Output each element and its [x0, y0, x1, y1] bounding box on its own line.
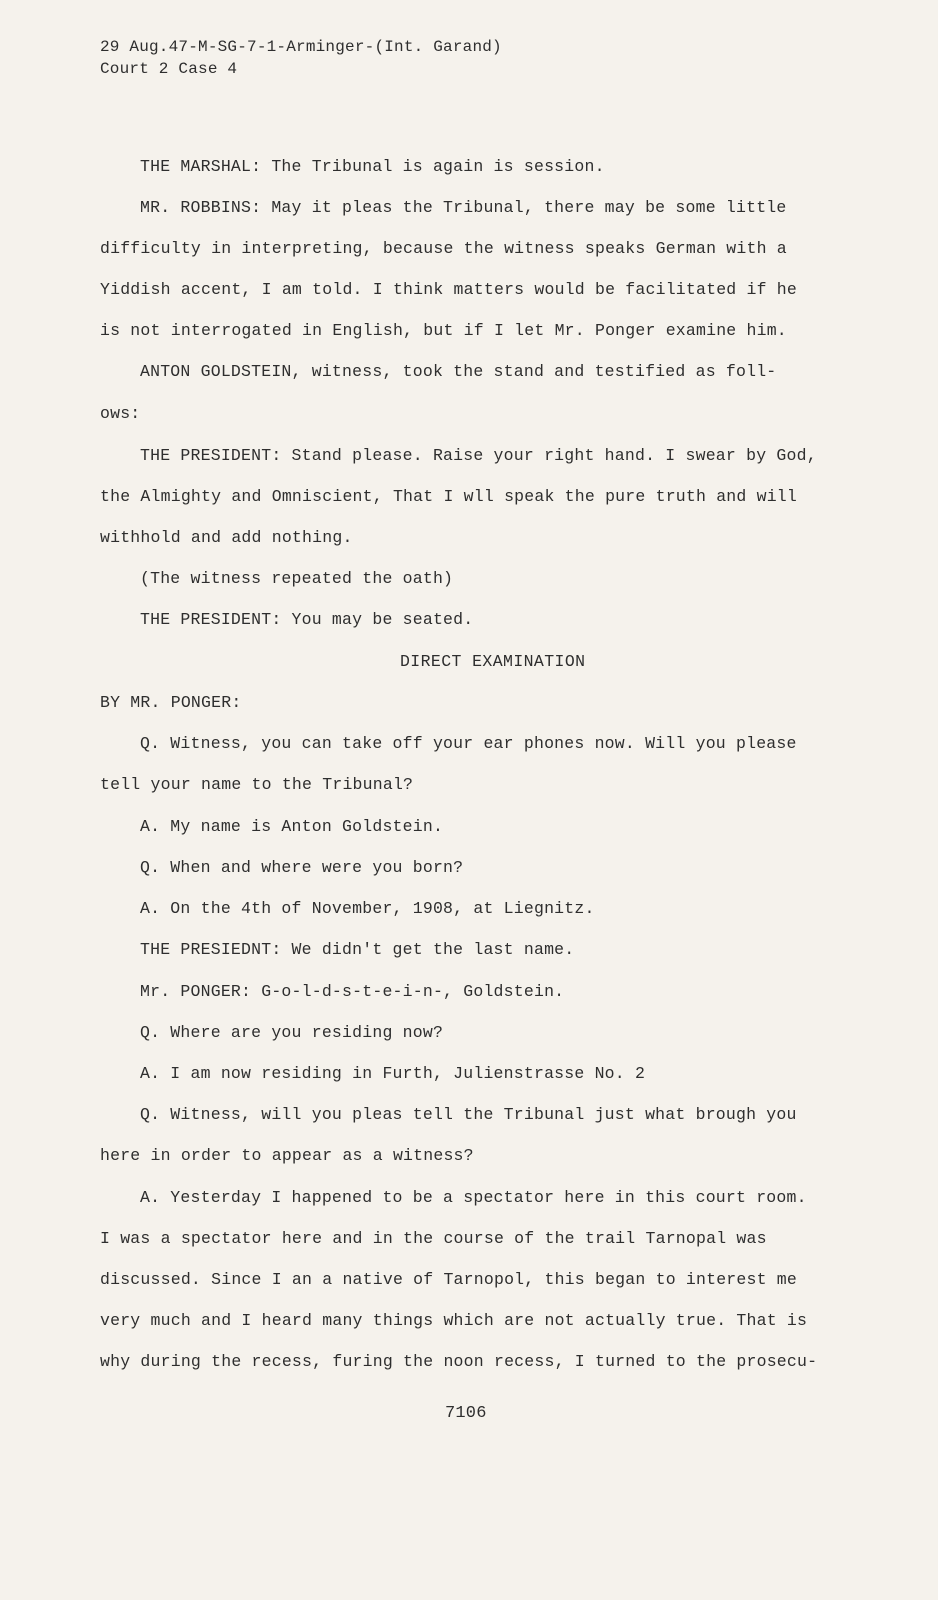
text-line: A. Yesterday I happened to be a spectator here in this court room. [140, 1188, 807, 1207]
text-line: THE PRESIEDNT: We didn't get the last name. [140, 940, 575, 959]
header-line-2: Court 2 Case 4 [100, 60, 238, 78]
text-line: difficulty in interpreting, because the witness speaks German with a [100, 239, 787, 258]
page-number: 7106 [445, 1404, 487, 1423]
text-line: withhold and add nothing. [100, 528, 353, 547]
text-line: A. On the 4th of November, 1908, at Liegnitz. [140, 899, 595, 918]
text-line: Q. When and where were you born? [140, 858, 464, 877]
text-line: ANTON GOLDSTEIN, witness, took the stand and testified as foll- [140, 362, 777, 381]
section-heading: DIRECT EXAMINATION [400, 652, 586, 671]
text-line: THE PRESIDENT: Stand please. Raise your right hand. I swear by God, [140, 446, 817, 465]
text-line: here in order to appear as a witness? [100, 1146, 474, 1165]
text-line: BY MR. PONGER: [100, 693, 242, 712]
text-line: Q. Where are you residing now? [140, 1023, 444, 1042]
text-line: very much and I heard many things which are not actually true. That is [100, 1311, 808, 1330]
text-line: A. My name is Anton Goldstein. [140, 817, 444, 836]
text-line: I was a spectator here and in the course of the trail Tarnopal was [100, 1229, 767, 1248]
text-line: the Almighty and Omniscient, That I wll speak the pure truth and will [100, 487, 798, 506]
text-line: Q. Witness, you can take off your ear phones now. Will you please [140, 734, 797, 753]
header-line-1: 29 Aug.47-M-SG-7-1-Arminger-(Int. Garand) [100, 38, 502, 56]
text-line: A. I am now residing in Furth, Julienstrasse No. 2 [140, 1064, 646, 1083]
text-line: THE MARSHAL: The Tribunal is again is session. [140, 157, 605, 176]
text-line: Q. Witness, will you pleas tell the Tribunal just what brough you [140, 1105, 797, 1124]
text-line: tell your name to the Tribunal? [100, 775, 414, 794]
text-line: THE PRESIDENT: You may be seated. [140, 610, 474, 629]
text-line: discussed. Since I an a native of Tarnopol, this began to interest me [100, 1270, 798, 1289]
text-line: is not interrogated in English, but if I let Mr. Ponger examine him. [100, 321, 787, 340]
text-line: (The witness repeated the oath) [140, 569, 454, 588]
text-line: MR. ROBBINS: May it pleas the Tribunal, there may be some little [140, 198, 787, 217]
text-line: why during the recess, furing the noon recess, I turned to the prosecu- [100, 1352, 818, 1371]
text-line: ows: [100, 404, 141, 423]
text-line: Mr. PONGER: G-o-l-d-s-t-e-i-n-, Goldstein. [140, 982, 565, 1001]
text-line: Yiddish accent, I am told. I think matters would be facilitated if he [100, 280, 798, 299]
